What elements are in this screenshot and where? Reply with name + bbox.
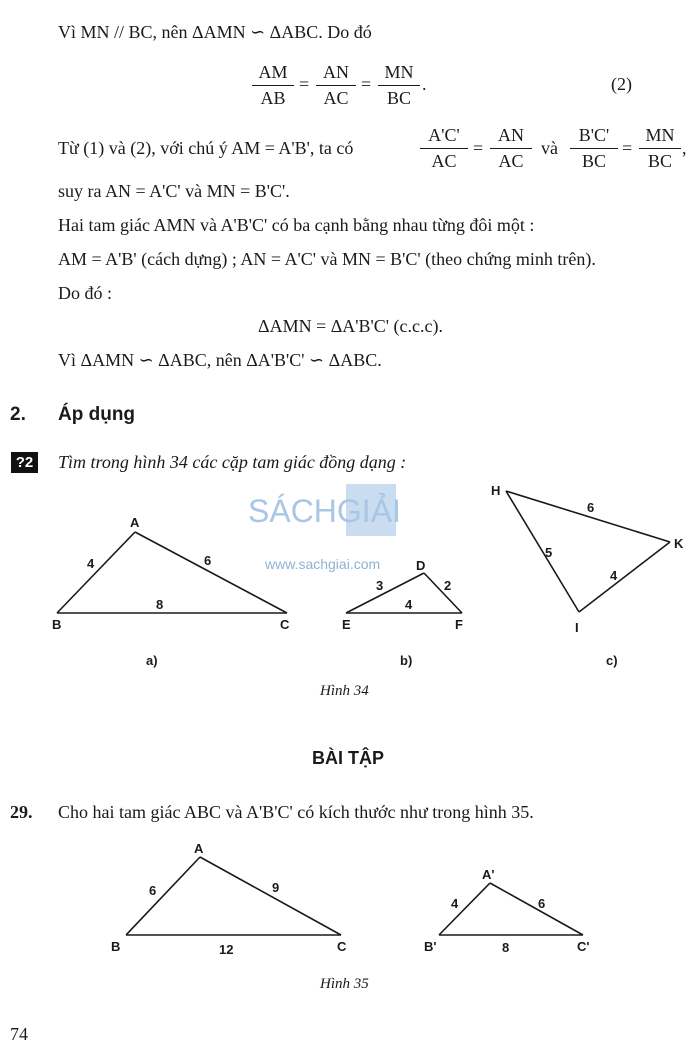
equals-sign: =: [361, 74, 372, 94]
exercise-number: 29.: [10, 802, 33, 822]
figure-label-a: a): [146, 653, 158, 668]
side-a1c1-length: 6: [538, 896, 546, 911]
equation-label: (2): [611, 74, 632, 94]
vertex-a-prime: A': [482, 867, 495, 882]
figure-label-c: c): [606, 653, 618, 668]
denominator: BC: [581, 151, 606, 171]
side-ac-length: 9: [272, 880, 280, 895]
side-de-length: 3: [376, 578, 384, 593]
exercise-text: Cho hai tam giác ABC và A'B'C' có kích thước như trong hình 35.: [58, 802, 534, 822]
vertex-k: K: [674, 536, 684, 551]
text-line-5: Hai tam giác AMN và A'B'C' có ba cạnh bằng nhau từng đôi một :: [58, 215, 535, 235]
numerator: MN: [378, 62, 420, 86]
side-a1c1: [490, 883, 583, 935]
vertex-c: C: [337, 939, 347, 954]
side-hk-length: 6: [587, 500, 595, 515]
side-ab-length: 4: [87, 556, 95, 571]
triangle-a1b1c1-35: [439, 883, 583, 935]
numerator: AM: [252, 62, 294, 86]
side-a1b1-length: 4: [451, 896, 459, 911]
side-bc-length: 8: [156, 597, 164, 612]
question-badge: ?2: [11, 452, 38, 473]
numerator: B'C': [570, 125, 618, 149]
equals-sign: =: [622, 138, 633, 158]
side-b1c1-length: 8: [502, 940, 510, 955]
vertex-b: B: [111, 939, 121, 954]
fraction-mn-bc: [639, 125, 681, 172]
text-line-7: Do đó :: [58, 283, 112, 303]
numerator: MN: [639, 125, 681, 149]
section-title: Áp dụng: [58, 404, 136, 425]
fraction-an-ac: [316, 62, 356, 109]
vertex-a: A: [130, 515, 140, 530]
vertex-e: E: [342, 617, 351, 632]
side-ac-length: 6: [204, 553, 212, 568]
text-line-1: Vì MN // BC, nên ΔAMN ∽ ΔABC. Do đó: [58, 22, 372, 42]
comma: ,: [682, 138, 687, 158]
vertex-d: D: [416, 558, 426, 573]
vertex-f: F: [455, 617, 463, 632]
and-word: và: [541, 138, 558, 158]
side-ac: [200, 857, 341, 935]
fraction-b1c1-bc: [570, 125, 618, 172]
denominator: BC: [647, 151, 672, 171]
text-line-6: AM = A'B' (cách dựng) ; AN = A'C' và MN = B'C' (theo chứng minh trên).: [58, 249, 596, 269]
denominator: AC: [431, 151, 457, 171]
fraction-a1c1-ac: [420, 125, 468, 172]
equals-sign: =: [473, 138, 484, 158]
equals-sign: =: [299, 74, 310, 94]
page-number: 74: [10, 1024, 28, 1044]
side-ef-length: 4: [405, 597, 413, 612]
vertex-c: C: [280, 617, 290, 632]
figure-35-caption: Hình 35: [320, 976, 369, 992]
side-ab-length: 6: [149, 883, 157, 898]
vertex-a: A: [194, 841, 204, 856]
denominator: AC: [323, 88, 349, 108]
numerator: A'C': [420, 125, 468, 149]
fraction-mn-bc: [378, 62, 420, 109]
denominator: AB: [260, 88, 286, 108]
side-ik-length: 4: [610, 568, 618, 583]
watermark-url: www.sachgiai.com: [265, 556, 381, 572]
watermark-brand: SÁCHGIẢI: [248, 493, 401, 529]
side-ik: [579, 542, 670, 612]
text-line-8: ΔAMN = ΔA'B'C' (c.c.c).: [258, 316, 444, 336]
side-hk: [506, 491, 670, 542]
fraction-am-ab: [252, 62, 294, 109]
numerator: AN: [490, 125, 532, 149]
text-line-3: Từ (1) và (2), với chú ý AM = A'B', ta có: [58, 138, 354, 158]
side-df: [424, 573, 462, 613]
side-hi-length: 5: [545, 545, 553, 560]
triangle-abc-a: [57, 532, 287, 613]
triangle-abc-35: [126, 857, 341, 935]
vertex-c-prime: C': [577, 939, 590, 954]
section-number: 2.: [10, 404, 26, 425]
vertex-h: H: [491, 483, 501, 498]
side-de: [346, 573, 424, 613]
side-bc-length: 12: [219, 942, 234, 957]
text-line-9: Vì ΔAMN ∽ ΔABC, nên ΔA'B'C' ∽ ΔABC.: [58, 350, 382, 370]
question-text: Tìm trong hình 34 các cặp tam giác đồng dạng :: [58, 452, 407, 472]
side-ab: [126, 857, 200, 935]
vertex-i: I: [575, 620, 579, 635]
text-line-4: suy ra AN = A'C' và MN = B'C'.: [58, 181, 290, 201]
side-hi: [506, 491, 579, 612]
figure-35: [0, 835, 700, 965]
exercise-heading: BÀI TẬP: [312, 748, 384, 768]
figure-label-b: b): [400, 653, 413, 668]
vertex-b-prime: B': [424, 939, 437, 954]
vertex-b: B: [52, 617, 62, 632]
numerator: AN: [316, 62, 356, 86]
fraction-an-ac: [490, 125, 532, 172]
side-ab: [57, 532, 135, 613]
denominator: AC: [498, 151, 524, 171]
period: .: [422, 74, 427, 94]
figure-34: [0, 470, 700, 680]
figure-34-caption: Hình 34: [320, 683, 369, 699]
side-a1b1: [439, 883, 490, 935]
denominator: BC: [386, 88, 411, 108]
side-df-length: 2: [444, 578, 452, 593]
